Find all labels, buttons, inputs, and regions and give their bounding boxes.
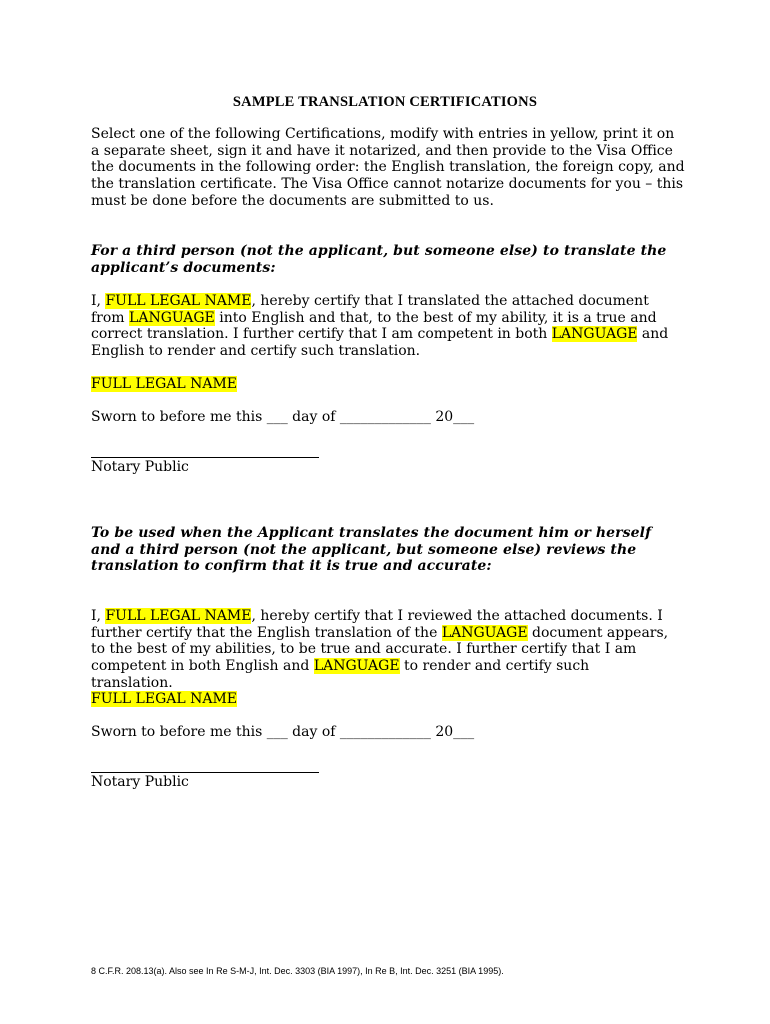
section2-notary-label: Notary Public xyxy=(91,774,189,790)
section1-signature-name xyxy=(91,376,691,393)
text-segment: document appears, to the best of my abilities, to be true and accurate. I further certify that I am competent in both English and xyxy=(91,624,669,675)
intro-paragraph: Select one of the following Certifications, modify with entries in yellow, print it on a separate sheet, sign it and have it notarized, and then provide to the Visa Office the documents in the following order: the English translation, the foreign copy, and the translation certificate. The Visa Office cannot notarize documents for you – this must be done before the documents are submitted to us. xyxy=(91,126,685,209)
name-placeholder: FULL LEGAL NAME xyxy=(91,691,238,707)
footnote: 8 C.F.R. 208.13(a). Also see In Re S-M-J, Int. Dec. 3303 (BIA 1997), In Re B, Int. Dec. 3251 (BIA 1995). xyxy=(91,966,504,976)
name-placeholder: FULL LEGAL NAME xyxy=(105,608,252,624)
section1-signature-rule xyxy=(91,457,319,458)
text-segment: and English to render and certify such translation. xyxy=(91,326,669,360)
text-segment: I, xyxy=(91,293,106,309)
section2-signature-name xyxy=(91,691,691,708)
section1-sworn-line: Sworn to before me this ___ day of _____________ 20___ xyxy=(91,409,475,425)
name-placeholder: FULL LEGAL NAME xyxy=(91,376,238,392)
section1-certification-text xyxy=(91,293,675,360)
name-placeholder: FULL LEGAL NAME xyxy=(105,293,252,309)
text-segment: , hereby certify that I reviewed the attached documents. I further certify that the English translation of the xyxy=(91,608,663,641)
section2-certification-text xyxy=(91,608,675,692)
language-placeholder: LANGUAGE xyxy=(551,326,638,343)
text-segment: into English and that, to the best of my ability, it is a true and correct translation. I further certify that I am competent in both xyxy=(91,309,657,343)
text-segment: , hereby certify that I translated the attached document from xyxy=(91,293,649,326)
language-placeholder: LANGUAGE xyxy=(441,624,528,641)
section2-signature-rule xyxy=(91,772,319,773)
section1-heading: For a third person (not the applicant, but someone else) to translate the applicant’s documents: xyxy=(91,243,667,276)
language-placeholder: LANGUAGE xyxy=(313,658,400,675)
text-segment: I, xyxy=(91,608,106,624)
page-title: SAMPLE TRANSLATION CERTIFICATIONS xyxy=(232,94,538,110)
section1-notary-label: Notary Public xyxy=(91,459,189,475)
section2-sworn-line: Sworn to before me this ___ day of _____________ 20___ xyxy=(91,724,475,740)
language-placeholder: LANGUAGE xyxy=(129,309,215,326)
section2-heading: To be used when the Applicant translates the document him or herself and a third person (not the applicant, but someone else) reviews the translation to confirm that it is true and accurate: xyxy=(91,525,652,575)
text-segment: to render and certify such translation. xyxy=(91,658,590,691)
